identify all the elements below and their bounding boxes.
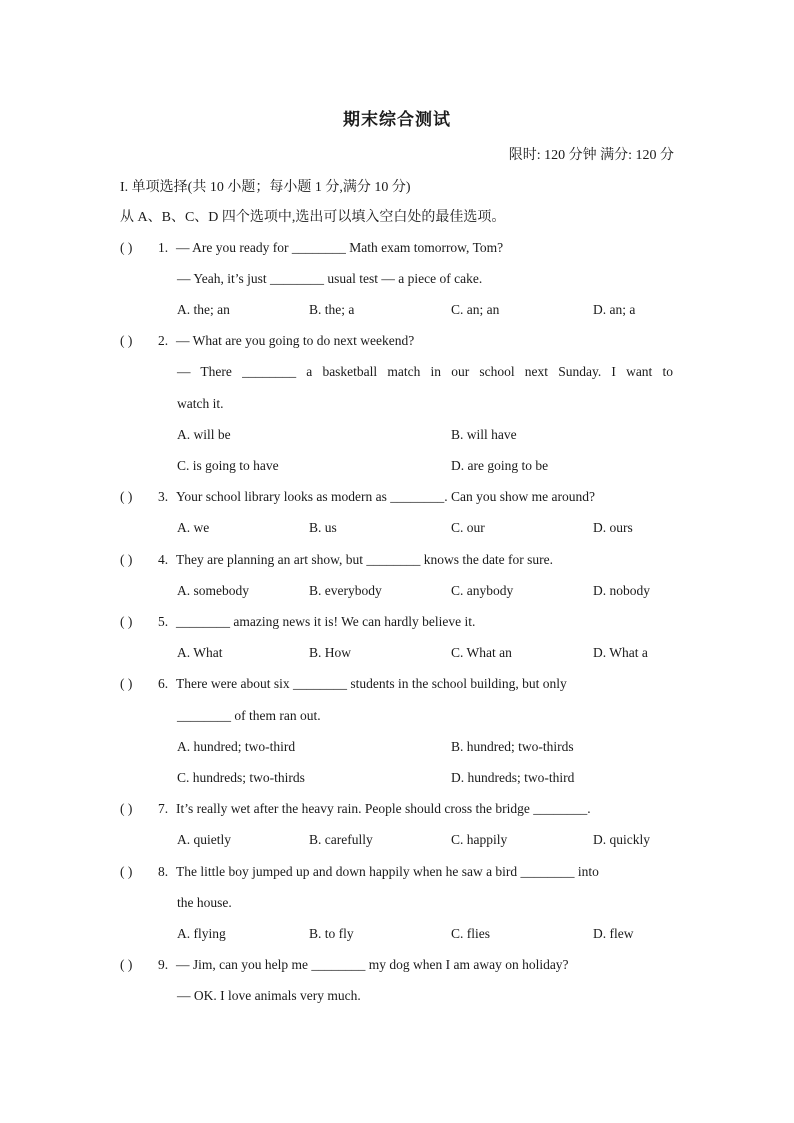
option-d: D. flew [593, 926, 634, 941]
question-stem: Your school library looks as modern as ________. Can you show me around? [176, 489, 595, 504]
option-c: C. hundreds; two-thirds [177, 770, 305, 785]
option-a: A. quietly [177, 832, 231, 847]
option-b: B. hundred; two-thirds [451, 739, 574, 754]
option-b: B. will have [451, 427, 517, 442]
option-c: C. happily [451, 832, 508, 847]
question-continuation: watch it. [177, 396, 224, 411]
option-a: A. we [177, 520, 210, 535]
page-title: 期末综合测试 [343, 110, 451, 129]
option-c: C. What an [451, 645, 512, 660]
option-a: A. somebody [177, 583, 249, 598]
question-stem: There were about six ________ students in the school building, but only [176, 676, 567, 691]
answer-blank: ( ) [120, 240, 133, 255]
question-stem: It’s really wet after the heavy rain. People should cross the bridge ________. [176, 801, 591, 816]
option-d: D. are going to be [451, 458, 549, 473]
answer-blank: ( ) [120, 864, 133, 879]
answer-blank: ( ) [120, 552, 133, 567]
option-a: A. flying [177, 926, 226, 941]
question-number: 5. [158, 614, 169, 629]
question-continuation: — Yeah, it’s just ________ usual test — a piece of cake. [177, 271, 483, 286]
question-number: 8. [158, 864, 169, 879]
option-c: C. our [451, 520, 485, 535]
question-stem: ________ amazing news it is! We can hardly believe it. [176, 614, 476, 629]
answer-blank: ( ) [120, 333, 133, 348]
section-instruction: 从 A、B、C、D 四个选项中,选出可以填入空白处的最佳选项。 [120, 210, 506, 225]
option-d: D. quickly [593, 832, 650, 847]
question-stem: — What are you going to do next weekend? [176, 333, 415, 348]
answer-blank: ( ) [120, 614, 133, 629]
answer-blank: ( ) [120, 801, 133, 816]
option-b: B. the; a [309, 302, 355, 317]
question-continuation: the house. [177, 895, 232, 910]
option-d: D. What a [593, 645, 648, 660]
question-continuation: ________ of them ran out. [177, 708, 321, 723]
time-limit-info: 限时: 120 分钟 满分: 120 分 [508, 148, 674, 163]
question-number: 9. [158, 957, 169, 972]
question-continuation: — OK. I love animals very much. [177, 988, 361, 1003]
option-b: B. How [309, 645, 352, 660]
option-c: C. anybody [451, 583, 514, 598]
question-number: 2. [158, 333, 169, 348]
option-d: D. nobody [593, 583, 650, 598]
answer-blank: ( ) [120, 957, 133, 972]
question-number: 7. [158, 801, 169, 816]
option-b: B. everybody [309, 583, 382, 598]
option-a: A. What [177, 645, 223, 660]
question-number: 1. [158, 240, 169, 255]
question-number: 3. [158, 489, 169, 504]
question-stem: They are planning an art show, but ________ knows the date for sure. [176, 552, 554, 567]
question-continuation: — There ________ a basketball match in our school next Sunday. I want to [177, 364, 673, 379]
answer-blank: ( ) [120, 489, 133, 504]
option-b: B. us [309, 520, 337, 535]
option-a: A. will be [177, 427, 231, 442]
option-d: D. an; a [593, 302, 636, 317]
option-b: B. carefully [309, 832, 373, 847]
question-stem: — Jim, can you help me ________ my dog when I am away on holiday? [176, 957, 569, 972]
question-number: 6. [158, 676, 169, 691]
section-heading: I. 单项选择(共 10 小题；每小题 1 分,满分 10 分) [120, 180, 411, 195]
answer-blank: ( ) [120, 676, 133, 691]
option-c: C. is going to have [177, 458, 279, 473]
option-c: C. flies [451, 926, 490, 941]
option-c: C. an; an [451, 302, 500, 317]
option-b: B. to fly [309, 926, 354, 941]
question-number: 4. [158, 552, 169, 567]
option-a: A. the; an [177, 302, 230, 317]
option-d: D. ours [593, 520, 633, 535]
question-stem: — Are you ready for ________ Math exam tomorrow, Tom? [176, 240, 504, 255]
question-stem: The little boy jumped up and down happily when he saw a bird ________ into [176, 864, 599, 879]
option-a: A. hundred; two-third [177, 739, 296, 754]
option-d: D. hundreds; two-third [451, 770, 575, 785]
